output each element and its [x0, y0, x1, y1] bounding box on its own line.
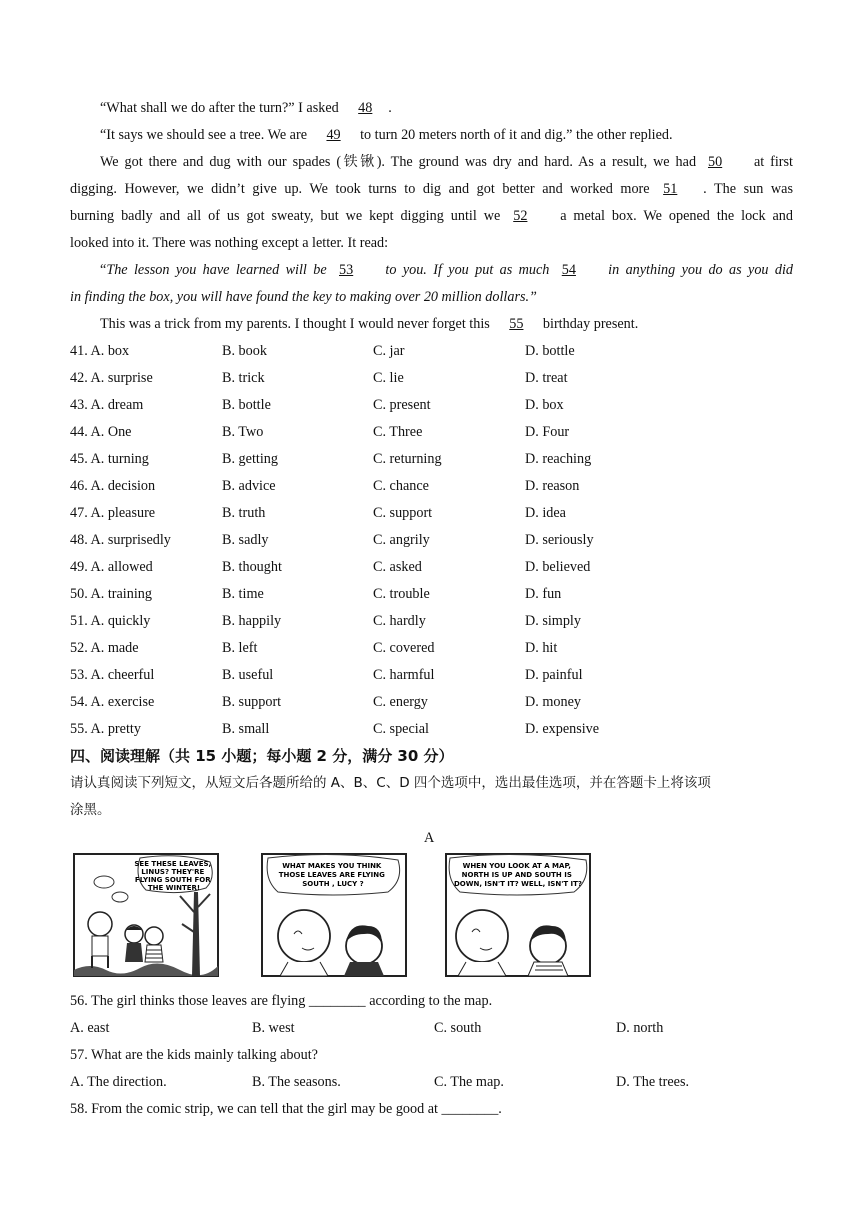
option-b: B. happily: [222, 613, 282, 629]
option-a: 42. A. surprise: [70, 370, 153, 386]
passage-text: in anything you do as you did: [608, 262, 794, 278]
speech-line: NORTH IS UP AND SOUTH IS: [461, 871, 572, 879]
option-b: B. getting: [222, 451, 278, 467]
option-d: D. money: [525, 694, 581, 710]
option-a: 53. A. cheerful: [70, 667, 155, 683]
option-a: 50. A. training: [70, 586, 152, 602]
option-a: 49. A. allowed: [70, 559, 153, 575]
option-a: 46. A. decision: [70, 478, 156, 494]
option-d: D. believed: [525, 559, 591, 575]
option-b: B. support: [222, 694, 282, 710]
speech-line: WHEN YOU LOOK AT A MAP,: [462, 862, 571, 870]
option-b: B. sadly: [222, 532, 269, 548]
option-a: 51. A. quickly: [70, 613, 151, 629]
section-instructions: 涂黑。: [70, 802, 111, 818]
option-d: D. north: [616, 1020, 664, 1036]
comic-panel-1: [70, 852, 220, 980]
speech-line: SEE THESE LEAVES,: [134, 860, 212, 868]
option-a: A. The direction.: [70, 1074, 167, 1090]
option-a: 44. A. One: [70, 424, 132, 440]
option-b: B. truth: [222, 505, 266, 521]
passage-letter-line-2: in finding the box, you will have found the key to making over 20 million dollars.”: [70, 289, 537, 305]
option-d: D. box: [525, 397, 564, 413]
option-b: B. left: [222, 640, 258, 656]
speech-line: DOWN, ISN'T IT? WELL, ISN'T IT?: [454, 880, 582, 888]
option-c: C. chance: [373, 478, 429, 494]
option-a: 45. A. turning: [70, 451, 149, 467]
passage-text: .: [388, 100, 392, 116]
comic-speech-3: [454, 862, 582, 888]
option-d: D. seriously: [525, 532, 594, 548]
option-d: D. treat: [525, 370, 568, 386]
passage-label: A: [424, 830, 435, 846]
speech-line: SOUTH , LUCY ?: [302, 880, 364, 888]
passage-text: We got there and dug with our spades (铁锹). The ground was dry and hard. As a result, we had: [100, 154, 697, 170]
option-c: C. special: [373, 721, 429, 737]
option-c: C. angrily: [373, 532, 430, 548]
question-56: 56. The girl thinks those leaves are flying ________ according to the map.: [70, 993, 493, 1009]
blank-52: 52: [513, 208, 528, 224]
section-instructions: 请认真阅读下列短文，从短文后各题所给的 A、B、C、D 四个选项中，选出最佳选项，并在答题卡上将该项: [70, 775, 711, 791]
option-c: C. asked: [373, 559, 422, 575]
option-c: C. returning: [373, 451, 442, 467]
option-c: C. support: [373, 505, 433, 521]
option-d: D. simply: [525, 613, 581, 629]
passage-line-49: [100, 125, 793, 145]
option-b: B. time: [222, 586, 264, 602]
passage-text: “What shall we do after the turn?” I asked: [100, 100, 339, 116]
option-c: C. jar: [373, 343, 405, 359]
option-d: D. expensive: [525, 721, 600, 737]
blank-53: 53: [339, 262, 354, 278]
option-d: D. The trees.: [616, 1074, 690, 1090]
option-b: B. book: [222, 343, 267, 359]
passage-letter-line-1: [100, 260, 793, 280]
option-c: C. present: [373, 397, 431, 413]
option-a: 47. A. pleasure: [70, 505, 156, 521]
option-b: B. trick: [222, 370, 265, 386]
question-57: 57. What are the kids mainly talking about?: [70, 1047, 318, 1063]
passage-text: This was a trick from my parents. I thought I would never forget this: [100, 316, 490, 332]
passage-text: The lesson you have learned will be: [106, 262, 327, 278]
passage-text: at first: [753, 154, 793, 170]
quote-mark: “: [100, 262, 107, 278]
option-c: C. hardly: [373, 613, 426, 629]
speech-line: FLYING SOUTH FOR: [134, 876, 211, 884]
option-d: D. reaching: [525, 451, 592, 467]
option-a: A. east: [70, 1020, 110, 1036]
option-c: C. harmful: [373, 667, 435, 683]
speech-line: THE WINTER!: [147, 884, 201, 892]
passage-line-51: [70, 179, 793, 199]
option-b: B. west: [252, 1020, 295, 1036]
option-d: D. hit: [525, 640, 558, 656]
blank-50: 50: [708, 154, 723, 170]
passage-line-55: [100, 314, 793, 334]
option-d: D. painful: [525, 667, 583, 683]
speech-line: THOSE LEAVES ARE FLYING: [278, 871, 385, 879]
comic-panel-3: [442, 852, 592, 980]
blank-54: 54: [561, 262, 576, 278]
passage-line-48: [100, 98, 793, 118]
option-a: 55. A. pretty: [70, 721, 141, 737]
passage-line-52: [70, 206, 793, 226]
option-b: B. Two: [222, 424, 264, 440]
option-a: 43. A. dream: [70, 397, 144, 413]
speech-line: LINUS? THEY'RE: [141, 868, 205, 876]
passage-line-50: [100, 152, 793, 172]
passage-text: birthday present.: [542, 316, 639, 332]
option-d: D. reason: [525, 478, 580, 494]
option-c: C. trouble: [373, 586, 430, 602]
section-heading: 四、阅读理解（共 15 小题；每小题 2 分，满分 30 分）: [70, 747, 454, 765]
passage-text: “It says we should see a tree. We are: [100, 127, 307, 143]
blank-49: 49: [326, 127, 341, 143]
option-c: C. south: [434, 1020, 482, 1036]
option-b: B. The seasons.: [252, 1074, 341, 1090]
option-b: B. bottle: [222, 397, 271, 413]
option-c: C. energy: [373, 694, 428, 710]
option-c: C. The map.: [434, 1074, 504, 1090]
option-a: 54. A. exercise: [70, 694, 155, 710]
blank-51: 51: [663, 181, 678, 197]
blank-55: 55: [509, 316, 524, 332]
speech-line: WHAT MAKES YOU THINK: [282, 862, 382, 870]
option-d: D. bottle: [525, 343, 575, 359]
option-c: C. lie: [373, 370, 404, 386]
passage-text: . The sun was: [703, 181, 793, 197]
option-b: B. useful: [222, 667, 274, 683]
option-c: C. Three: [373, 424, 423, 440]
passage-text: a metal box. We opened the lock and: [560, 208, 793, 224]
passage-text: burning badly and all of us got sweaty, but we kept digging until we: [70, 208, 501, 224]
passage-text: to turn 20 meters north of it and dig.” the other replied.: [360, 127, 673, 143]
option-b: B. advice: [222, 478, 276, 494]
option-a: 48. A. surprisedly: [70, 532, 171, 548]
option-d: D. idea: [525, 505, 566, 521]
comic-panel-2: [258, 852, 408, 980]
option-b: B. thought: [222, 559, 282, 575]
passage-text: digging. However, we didn’t give up. We took turns to dig and got better and worked more: [70, 181, 650, 197]
blank-48: 48: [358, 100, 373, 116]
option-d: D. fun: [525, 586, 562, 602]
option-c: C. covered: [373, 640, 435, 656]
option-a: 41. A. box: [70, 343, 130, 359]
option-d: D. Four: [525, 424, 570, 440]
option-b: B. small: [222, 721, 270, 737]
option-a: 52. A. made: [70, 640, 139, 656]
passage-text: to you. If you put as much: [385, 262, 550, 278]
question-58: 58. From the comic strip, we can tell that the girl may be good at ________.: [70, 1101, 502, 1117]
passage-line: looked into it. There was nothing except a letter. It read:: [70, 235, 389, 251]
